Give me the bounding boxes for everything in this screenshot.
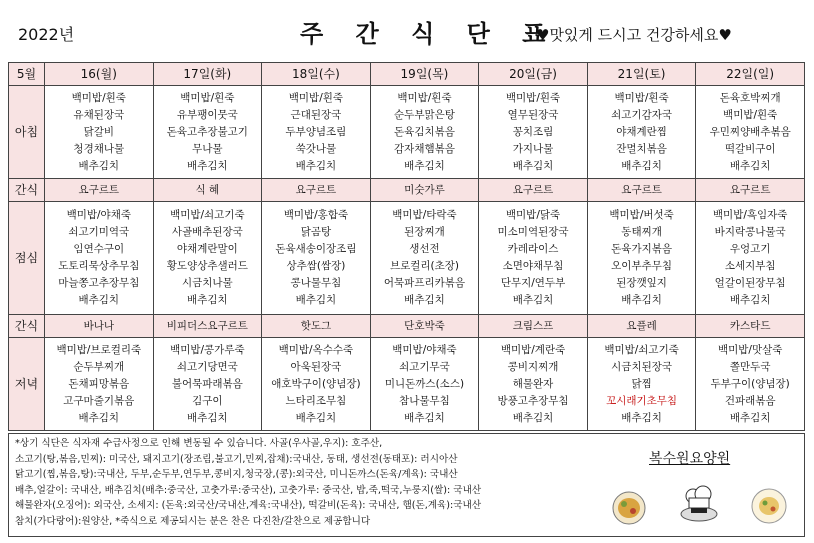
dish-item: 배추김치 — [404, 159, 445, 172]
year-label: 2022년 — [18, 25, 75, 44]
snack-cell: 요구르트 — [587, 179, 696, 202]
note-line: 소고기(탕,볶음,민찌): 미국산, 돼지고기(장조림,불고기,민찌,잡채):국내산, 동태, 생선전(동태포): 러시아산 — [15, 453, 458, 465]
snack-cell: 바나나 — [45, 315, 154, 338]
dish-item: 배추김치 — [295, 159, 337, 172]
snack-cell: 요구르트 — [262, 179, 371, 202]
snack-cell: 식 혜 — [153, 179, 262, 202]
dish-item: 가지나물 — [512, 142, 554, 155]
dish-item: 백미밥/쇠고기죽 — [170, 209, 245, 221]
dish-item: 백미밥/버섯죽 — [609, 209, 674, 221]
dish-item: 쑥갓나물 — [295, 142, 337, 155]
dish-item: 상추쌈(쌈장) — [286, 260, 346, 272]
note-line: *상기 식단은 식자재 수급사정으로 인해 변동될 수 있습니다. 사골(우사골,우지): 호주산, — [15, 438, 383, 449]
dish-item: 배추김치 — [78, 159, 120, 172]
dish-item: 백미밥/옥수수죽 — [278, 343, 354, 356]
meal-label: 아침 — [9, 86, 45, 179]
dish-item: 사골배추된장국 — [171, 226, 243, 238]
dish-item: 감자채햄볶음 — [394, 142, 455, 155]
dish-item: 된장찌개 — [404, 226, 445, 238]
dish-item: 배추김치 — [729, 411, 771, 424]
food-bowl-icon — [613, 492, 645, 524]
dish-item: 두부양념조림 — [285, 125, 347, 138]
meal-cell — [370, 338, 479, 431]
meal-label: 점심 — [9, 202, 45, 315]
day-header: 19일(목) — [370, 63, 479, 86]
dish-item: 황도양상추샐러드 — [166, 260, 248, 272]
dish-item: 배추김치 — [404, 411, 445, 424]
dish-item: 백미밥/닭죽 — [505, 209, 561, 221]
dish-item: 닭찜 — [631, 377, 652, 390]
day-header: 16(월) — [45, 63, 154, 86]
dish-item: 백미밥/흰죽 — [505, 91, 561, 104]
dish-item: 백미밥/맛살죽 — [717, 343, 783, 356]
dish-item: 도토리묵상추무침 — [58, 260, 140, 272]
meal-label: 간식 — [9, 179, 45, 202]
dish-item: 돈채피망볶음 — [68, 377, 130, 390]
meal-label: 저녁 — [9, 338, 45, 431]
dish-item: 아욱된장국 — [290, 360, 342, 373]
lunch-row — [9, 202, 805, 315]
greeting-text: ♥맛있게 드시고 건강하세요♥ — [536, 26, 732, 44]
dish-item: 두부구이(양념장) — [710, 377, 790, 390]
dish-item: 소면야채무침 — [502, 260, 564, 272]
dish-item: 미소미역된장국 — [497, 226, 569, 238]
dinner-row — [9, 338, 805, 431]
snack-cell: 단호박죽 — [370, 315, 479, 338]
meal-cell — [587, 338, 696, 431]
dish-item: 참나물무침 — [399, 394, 450, 407]
dish-item: 무나물 — [192, 142, 223, 155]
dish-item: 콩나물무침 — [290, 277, 342, 289]
dish-item: 돈육고추장불고기 — [166, 125, 248, 138]
dish-item: 쇠고기당면국 — [176, 360, 238, 373]
dish-item: 배추김치 — [295, 294, 337, 306]
snack-cell: 비피더스요구르트 — [153, 315, 262, 338]
dish-item: 백미밥/흑임자죽 — [712, 209, 788, 221]
meal-cell — [370, 86, 479, 179]
meal-cell — [153, 338, 262, 431]
dish-item: 유부팽이뭇국 — [176, 108, 238, 121]
snack-cell: 크림스프 — [479, 315, 588, 338]
dish-item: 배추김치 — [512, 411, 554, 424]
dish-item: 브로컬리(초장) — [389, 260, 459, 272]
note-line: 해물완자(오징어): 외국산, 소세지: (돈육:외국산/국내산,계육:국내산), 떡갈비(돈육): 국내산, 햄(돈,계육):국내산 — [15, 500, 482, 512]
meal-cell — [45, 202, 154, 315]
snack-cell: 미숫가루 — [370, 179, 479, 202]
food-illustrations — [609, 484, 799, 532]
dish-item: 야채계란말이 — [176, 243, 238, 255]
snack-cell: 요구르트 — [479, 179, 588, 202]
dish-item: 단무지/연두부 — [500, 277, 566, 289]
dish-item: 바지락콩나물국 — [714, 226, 786, 238]
dish-item: 유채된장국 — [73, 108, 125, 121]
dish-item: 어묵파프리카볶음 — [383, 277, 466, 289]
dish-item: 청경채나물 — [73, 142, 125, 155]
dish-item: 쇠고기무국 — [399, 360, 450, 373]
dish-item: 백미밥/야채죽 — [392, 343, 457, 356]
day-header: 21일(토) — [587, 63, 696, 86]
meal-cell — [696, 86, 805, 179]
dish-item: 잔멸치볶음 — [616, 142, 667, 155]
header — [0, 0, 814, 62]
dish-item: 카레라이스 — [507, 243, 559, 255]
dish-item: 순두부맑은탕 — [394, 108, 455, 121]
snack2-row — [9, 315, 805, 338]
snack-cell: 요플레 — [587, 315, 696, 338]
weekly-menu-table — [8, 62, 805, 431]
dish-item: 배추김치 — [78, 294, 120, 306]
meal-cell — [696, 202, 805, 315]
breakfast-row — [9, 86, 805, 179]
note-line: 참치(가다랑어):원양산, *죽식으로 제공되시는 분은 찬은 다진찬/갈찬으로 제공합니다 — [15, 515, 371, 527]
dish-item: 백미밥/타락죽 — [392, 209, 457, 221]
dish-item: 백미밥/홍합죽 — [283, 209, 349, 221]
hospital-name: 복수원요양원 — [649, 451, 731, 467]
dish-item: 미니돈까스(소스) — [384, 377, 465, 390]
meal-cell — [370, 202, 479, 315]
origin-notes — [15, 436, 600, 530]
note-line: 배추,얼갈이: 국내산, 배추김치(배추:중국산, 고춧가루:중국산), 고춧가루: 중국산, 밥,죽,떡국,누룽지(쌀): 국내산 — [15, 484, 482, 496]
dish-item: 배추김치 — [404, 294, 445, 306]
dish-item: 배추김치 — [729, 294, 771, 306]
snack-cell: 핫도그 — [262, 315, 371, 338]
dish-item: 느타리조무침 — [285, 394, 347, 407]
meal-cell — [262, 338, 371, 431]
dish-item: 시금치된장국 — [611, 360, 673, 373]
dish-item: 배추김치 — [621, 294, 662, 306]
dish-item: 우엉고기 — [729, 243, 771, 255]
dish-item: 오이부추무침 — [611, 260, 673, 272]
dish-item: 동태찌개 — [621, 226, 662, 238]
meal-cell — [45, 86, 154, 179]
dish-item: 백미밥/흰죽 — [288, 91, 344, 104]
day-header: 17일(화) — [153, 63, 262, 86]
footer-notes-box — [8, 433, 805, 537]
dish-item: 불어묵파래볶음 — [171, 377, 243, 390]
dish-item: 고구마줄기볶음 — [63, 394, 135, 407]
dish-item: 애호박구이(양념장) — [271, 377, 361, 390]
dish-item: 된장깻잎지 — [616, 277, 667, 289]
dish-item: 해물완자 — [512, 377, 554, 390]
dish-item: 배추김치 — [621, 411, 662, 424]
dish-item: 열무된장국 — [507, 108, 559, 121]
dish-item: 백미밥/흰죽 — [397, 91, 452, 104]
plate-dish-icon — [752, 489, 786, 523]
page-title: 주 간 식 단 표 — [300, 20, 558, 48]
dish-item: 생선전 — [409, 243, 440, 255]
dish-item: 백미밥/콩가루죽 — [170, 343, 245, 356]
dish-item: 백미밥/흰죽 — [614, 91, 669, 104]
month-cell: 5월 — [9, 63, 45, 86]
dish-item: 배추김치 — [78, 411, 120, 424]
dish-item: 돈육새송이장조림 — [275, 243, 357, 255]
meal-cell — [479, 86, 588, 179]
note-line: 닭고기(찜,볶음,탕):국내산, 두부,순두부,연두부,콩비지,청국장,(콩):외국산, 미니돈까스(돈육/계육): 국내산 — [15, 469, 458, 481]
dish-item: 마늘쫑고추장무침 — [58, 277, 140, 289]
dish-item: 백미밥/야채죽 — [66, 209, 131, 221]
dish-item: 배추김치 — [295, 411, 337, 424]
dish-item: 백미밥/흰죽 — [723, 108, 778, 121]
dish-item: 임연수구이 — [73, 243, 125, 255]
dish-item: 백미밥/흰죽 — [71, 91, 126, 104]
dish-item: 소세지부침 — [724, 260, 776, 272]
dish-item: 꼬시래기초무침 — [606, 394, 678, 407]
dish-item: 닭곰탕 — [300, 226, 332, 238]
dish-item: 근대된장국 — [290, 108, 342, 121]
dish-item: 쫄만두국 — [729, 360, 771, 373]
dish-item: 콩비지찌개 — [507, 360, 559, 373]
snack-cell: 카스타드 — [696, 315, 805, 338]
dish-item: 배추김치 — [187, 411, 228, 424]
meal-cell — [45, 338, 154, 431]
dish-item: 김구이 — [192, 394, 223, 407]
dish-item: 백미밥/흰죽 — [180, 91, 235, 104]
dish-item: 쇠고기미역국 — [68, 226, 130, 238]
dish-item: 배추김치 — [187, 159, 228, 172]
day-header: 20일(금) — [479, 63, 588, 86]
meal-cell — [479, 202, 588, 315]
dish-item: 꽁치조림 — [512, 125, 554, 138]
dish-item: 야채계란찜 — [616, 125, 667, 138]
dish-item: 백미밥/쇠고기죽 — [604, 343, 679, 356]
dish-item: 배추김치 — [729, 159, 771, 172]
meal-cell — [153, 86, 262, 179]
dish-item: 떡갈비구이 — [724, 142, 776, 155]
dish-item: 건파래볶음 — [724, 394, 776, 407]
dish-item: 얼갈이된장무침 — [714, 277, 786, 289]
day-header-row — [9, 63, 805, 86]
meal-cell — [262, 202, 371, 315]
dish-item: 쇠고기감자국 — [611, 108, 673, 121]
meal-cell — [479, 338, 588, 431]
dish-item: 배추김치 — [512, 294, 554, 306]
dish-item: 우민찌양배추볶음 — [709, 125, 791, 138]
dish-item: 돈육김치볶음 — [394, 125, 455, 138]
meal-cell — [696, 338, 805, 431]
meal-cell — [587, 86, 696, 179]
dish-item: 돈육가지볶음 — [611, 243, 673, 255]
snack-cell: 요구르트 — [696, 179, 805, 202]
dish-item: 방풍고추장무침 — [497, 394, 569, 407]
dish-item: 순두부찌개 — [73, 360, 125, 373]
dish-item: 배추김치 — [187, 294, 228, 306]
snack1-row — [9, 179, 805, 202]
dish-item: 닭갈비 — [83, 125, 114, 138]
meal-cell — [262, 86, 371, 179]
dish-item: 배추김치 — [512, 159, 554, 172]
day-header: 22일(일) — [696, 63, 805, 86]
meal-cell — [587, 202, 696, 315]
dish-item: 돈육호박찌개 — [719, 91, 781, 104]
dish-item: 백미밥/계란죽 — [500, 343, 566, 356]
dish-item: 시금치나물 — [181, 277, 233, 289]
snack-cell: 요구르트 — [45, 179, 154, 202]
chef-hat-icon — [681, 486, 717, 521]
meal-label: 간식 — [9, 315, 45, 338]
dish-item: 배추김치 — [621, 159, 662, 172]
meal-cell — [153, 202, 262, 315]
dish-item: 백미밥/브로컬리죽 — [56, 343, 142, 356]
day-header: 18일(수) — [262, 63, 371, 86]
